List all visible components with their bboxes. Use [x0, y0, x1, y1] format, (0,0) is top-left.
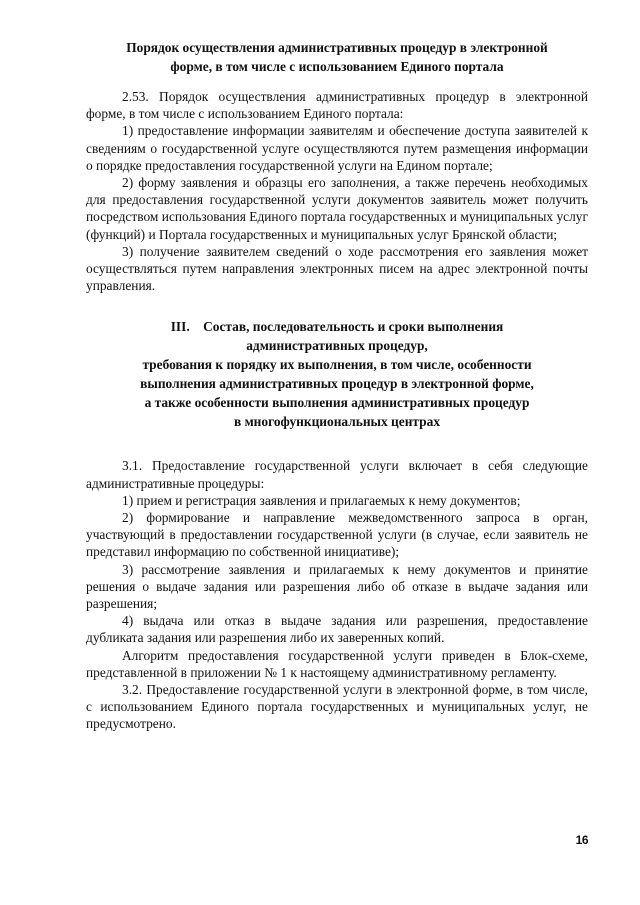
heading-line: Порядок осуществления административных процедур в электронной — [126, 40, 548, 55]
procedure-item-3: 3) рассмотрение заявления и прилагаемых к нему документов и принятие решения о выдаче задания или разрешения либо об отказе в выдаче задания или разрешения; — [86, 561, 588, 612]
page-number: 16 — [575, 833, 588, 847]
algorithm-paragraph: Алгоритм предоставления государственной услуги приведен в Блок-схеме, представленной в приложении № 1 к настоящему административному регламенту. — [86, 647, 588, 680]
list-item-3: 3) получение заявителем сведений о ходе рассмотрения его заявления может осуществляться путем направления электронных писем на адрес электронной почты управления. — [86, 243, 588, 294]
heading-line: в многофункциональных центрах — [233, 414, 441, 430]
paragraph-3-2: 3.2. Предоставление государственной услуги в электронной форме, в том числе, с использованием Единого портала государственных и муниципальных услуг, не предусмотрено. — [86, 682, 588, 732]
procedure-item-1: 1) прием и регистрация заявления и прилагаемых к нему документов; — [122, 492, 521, 508]
heading-line: требования к порядку их выполнения, в том числе, особенности — [142, 357, 532, 373]
procedure-item-4: 4) выдача или отказ в выдаче задания или разрешения, предоставление дубликата задания или разрешения либо их заверенных копий. — [86, 613, 588, 646]
heading-line: выполнения административных процедур в электронной форме, — [140, 376, 534, 392]
list-item-1: 1) предоставление информации заявителям и обеспечение доступа заявителей к сведениям о государственной услуге осуществляются путем размещения информации о порядке предоставления государственной услуги на Едином портале; — [86, 123, 588, 173]
heading-line: III. Состав, последовательность и сроки выполнения — [170, 319, 504, 335]
procedure-item-2: 2) формирование и направление межведомственного запроса в орган, участвующий в предоставлении государственной услуги (в случае, если заявитель не представил информацию по собственной инициативе); — [86, 510, 588, 560]
heading-line: административных процедур, — [246, 338, 428, 354]
section-heading-electronic-procedures — [86, 38, 588, 76]
heading-line: форме, в том числе с использованием Единого портала — [170, 59, 504, 74]
document-page — [86, 38, 588, 733]
heading-line: а также особенности выполнения административных процедур — [144, 395, 530, 411]
list-item-2: 2) форму заявления и образцы его заполнения, а также перечень необходимых для предоставления государственной услуги документов заявитель может получить посредством использования Единого портала государственных и муниципальных услуг (функций) и Портала государственных и муниципальных услуг Брянской области; — [86, 175, 588, 242]
section-heading-iii — [86, 317, 588, 431]
paragraph-2-53: 2.53. Порядок осуществления административных процедур в электронной форме, в том числе с использованием Единого портала: — [86, 89, 588, 122]
paragraph-3-1: 3.1. Предоставление государственной услуги включает в себя следующие административные процедуры: — [86, 458, 588, 491]
